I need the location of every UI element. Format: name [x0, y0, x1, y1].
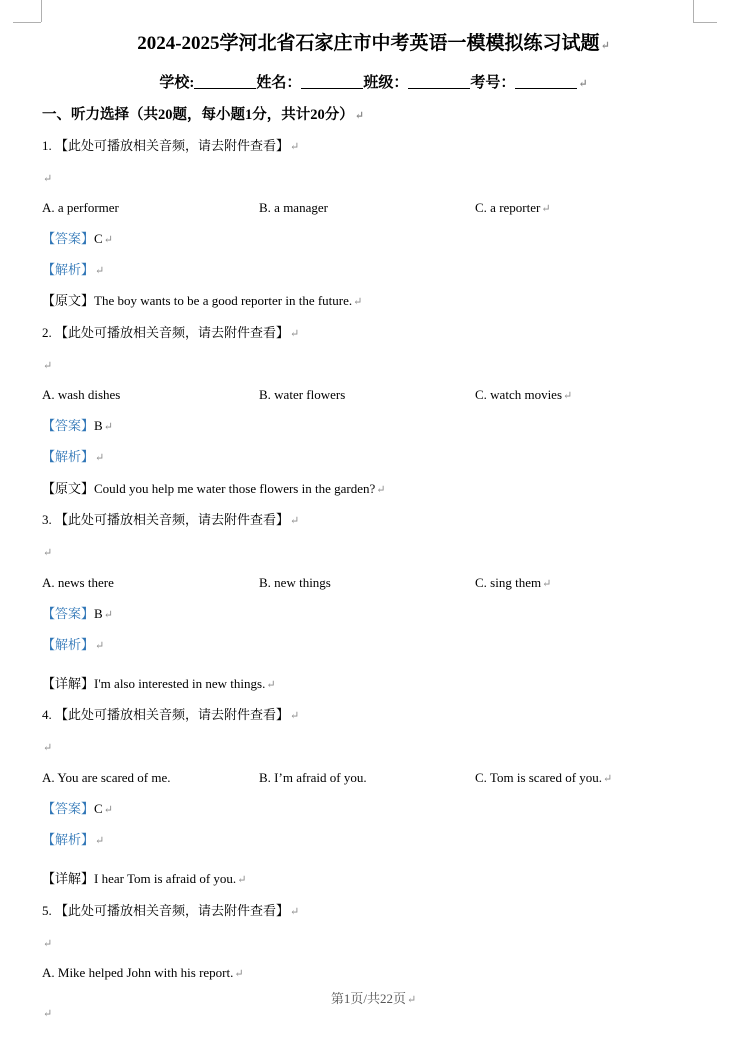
question-3-answer: 【答案】B↵	[42, 606, 113, 621]
empty-paragraph: ↵	[43, 360, 53, 372]
question-4-detail: 【详解】I hear Tom is afraid of you.↵	[42, 871, 247, 886]
empty-paragraph: ↵	[43, 173, 53, 185]
question-4-option-c: C. Tom is scared of you.↵	[475, 770, 613, 785]
school-blank[interactable]	[194, 74, 256, 89]
question-2-analysis: 【解析】↵	[42, 449, 105, 464]
question-4-answer: 【答案】C↵	[42, 801, 113, 816]
exam-no-blank[interactable]	[515, 74, 577, 89]
question-2-original: 【原文】Could you help me water those flowers in the garden?↵	[42, 481, 386, 496]
empty-paragraph: ↵	[43, 1008, 53, 1020]
crop-mark-top-left	[41, 0, 42, 22]
question-2-option-c: C. watch movies↵	[475, 387, 573, 402]
question-1-option-a: A. a performer	[42, 200, 119, 215]
question-2-option-a: A. wash dishes	[42, 387, 121, 402]
question-4-stem: 4. 【此处可播放相关音频，请去附件查看】↵	[42, 707, 300, 722]
question-4-analysis: 【解析】↵	[42, 832, 105, 847]
question-5-stem: 5. 【此处可播放相关音频，请去附件查看】↵	[42, 903, 300, 918]
name-label: 姓名：	[256, 75, 302, 91]
question-4-option-a: A. You are scared of me.	[42, 770, 171, 785]
question-1-original: 【原文】The boy wants to be a good reporter in the future.↵	[42, 293, 363, 308]
exam-no-label: 考号：	[470, 75, 516, 91]
empty-paragraph: ↵	[43, 938, 53, 950]
question-3-option-a: A. news there	[42, 575, 114, 590]
question-1-stem: 1. 【此处可播放相关音频，请去附件查看】↵	[42, 138, 300, 153]
question-3-option-b: B. new things	[259, 575, 331, 590]
class-label: 班级：	[363, 75, 409, 91]
question-1-answer: 【答案】C↵	[42, 231, 113, 246]
crop-mark-top-right-h	[693, 22, 717, 23]
empty-paragraph: ↵	[43, 742, 53, 754]
section-heading-listening: 一、听力选择（共20题，每小题1分，共计20分）↵	[42, 107, 364, 123]
question-4-option-b: B. I’m afraid of you.	[259, 770, 367, 785]
school-label: 学校:	[159, 75, 195, 91]
question-2-option-b: B. water flowers	[259, 387, 346, 402]
question-3-stem: 3. 【此处可播放相关音频，请去附件查看】↵	[42, 512, 300, 527]
name-blank[interactable]	[301, 74, 363, 89]
class-blank[interactable]	[408, 74, 470, 89]
question-2-answer: 【答案】B↵	[42, 418, 113, 433]
question-1-option-b: B. a manager	[259, 200, 328, 215]
question-2-stem: 2. 【此处可播放相关音频，请去附件查看】↵	[42, 325, 300, 340]
question-1-analysis: 【解析】↵	[42, 262, 105, 277]
question-5-option-a: A. Mike helped John with his report.↵	[42, 965, 244, 980]
question-1-option-c: C. a reporter↵	[475, 200, 551, 215]
question-3-option-c: C. sing them↵	[475, 575, 552, 590]
document-title: 2024-2025学河北省石家庄市中考英语一模模拟练习试题↵	[137, 33, 610, 54]
page-footer: 第1页/共22页↵	[330, 991, 417, 1006]
question-3-analysis: 【解析】↵	[42, 637, 105, 652]
crop-mark-top-right	[693, 0, 694, 22]
empty-paragraph: ↵	[43, 547, 53, 559]
crop-mark-top-left-h	[13, 22, 41, 23]
student-info-line: 学校: 姓名： 班级： 考号： ↵	[159, 75, 588, 91]
question-3-detail: 【详解】I'm also interested in new things.↵	[42, 676, 276, 691]
